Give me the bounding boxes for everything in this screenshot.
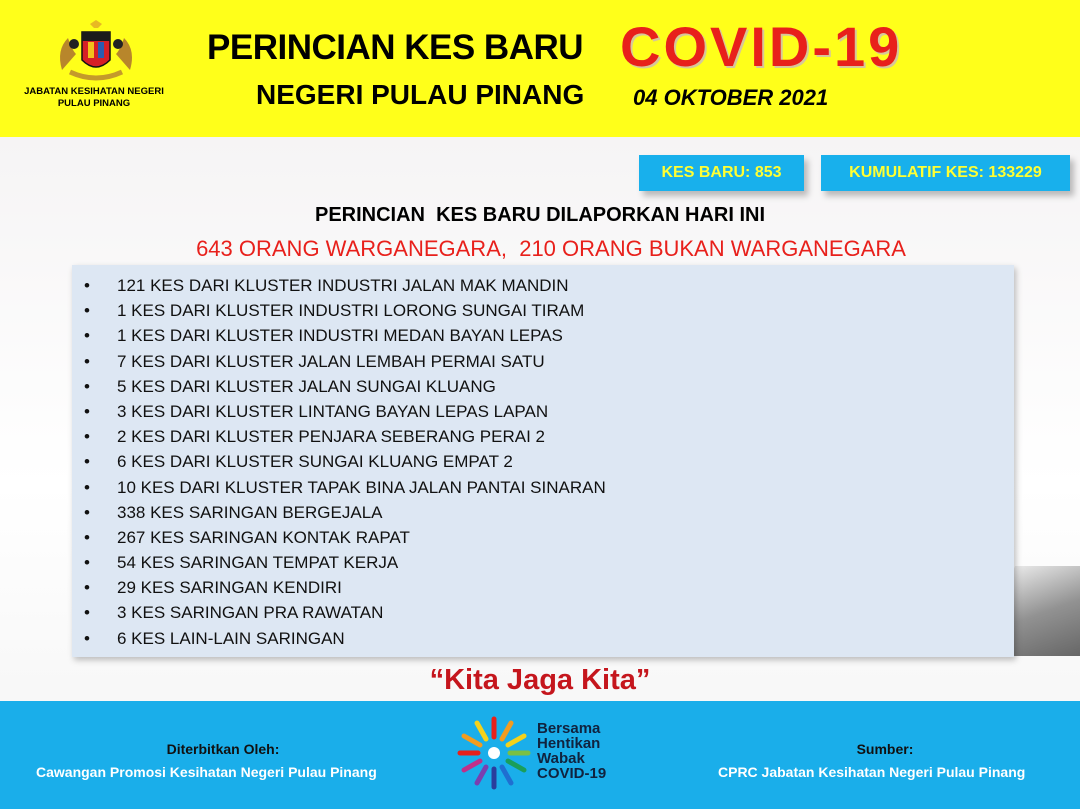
covid-title: COVID-19 <box>620 15 903 78</box>
publisher-name: Cawangan Promosi Kesihatan Negeri Pulau Pinang <box>36 764 377 780</box>
state-title: NEGERI PULAU PINANG <box>256 79 585 110</box>
list-item: • 1 KES DARI KLUSTER INDUSTRI LORONG SUNGAI TIRAM <box>72 298 1014 323</box>
list-item: • 1 KES DARI KLUSTER INDUSTRI MEDAN BAYAN LEPAS <box>72 323 1014 348</box>
cumulative-cases-badge: KUMULATIF KES: 133229 <box>821 155 1070 191</box>
page-title: PERINCIAN KES BARU <box>207 28 584 67</box>
new-cases-badge: KES BARU: 853 <box>639 155 804 191</box>
summary-breakdown: 643 ORANG WARGANEGARA, 210 ORANG BUKAN WARGANEGARA <box>196 236 906 261</box>
list-item: • 3 KES SARINGAN PRA RAWATAN <box>72 600 1014 625</box>
list-item: • 7 KES DARI KLUSTER JALAN LEMBAH PERMAI SATU <box>72 349 1014 374</box>
list-item: • 338 KES SARINGAN BERGEJALA <box>72 500 1014 525</box>
campaign-text <box>537 721 606 781</box>
list-item: • 6 KES LAIN-LAIN SARINGAN <box>72 626 1014 651</box>
footer-banner <box>0 701 1080 809</box>
department-name <box>8 86 180 110</box>
list-item: • 3 KES DARI KLUSTER LINTANG BAYAN LEPAS LAPAN <box>72 399 1014 424</box>
list-item: • 6 KES DARI KLUSTER SUNGAI KLUANG EMPAT 2 <box>72 449 1014 474</box>
department-line: JABATAN KESIHATAN NEGERI <box>24 86 164 97</box>
campaign-line: Hentikan <box>537 735 601 752</box>
department-line: PULAU PINANG <box>57 98 131 109</box>
header-banner <box>0 0 1080 137</box>
campaign-burst-icon <box>456 715 532 791</box>
list-item: • 5 KES DARI KLUSTER JALAN SUNGAI KLUANG <box>72 374 1014 399</box>
report-date: 04 OKTOBER 2021 <box>633 85 829 110</box>
list-item: • 121 KES DARI KLUSTER INDUSTRI JALAN MAK MANDIN <box>72 273 1014 298</box>
list-item: • 267 KES SARINGAN KONTAK RAPAT <box>72 525 1014 550</box>
source-label: Sumber: <box>856 741 914 757</box>
case-details-list <box>72 265 1014 657</box>
campaign-line: Bersama <box>537 720 601 737</box>
summary-heading: PERINCIAN KES BARU DILAPORKAN HARI INI <box>314 204 766 226</box>
motto: “Kita Jaga Kita” <box>429 664 651 696</box>
campaign-line: COVID-19 <box>537 765 607 782</box>
publisher-label: Diterbitkan Oleh: <box>166 741 280 757</box>
list-item: • 29 KES SARINGAN KENDIRI <box>72 575 1014 600</box>
coat-of-arms-icon <box>52 20 140 86</box>
list-item: • 10 KES DARI KLUSTER TAPAK BINA JALAN PANTAI SINARAN <box>72 475 1014 500</box>
source-name: CPRC Jabatan Kesihatan Negeri Pulau Pinang <box>718 764 1026 780</box>
list-item: • 2 KES DARI KLUSTER PENJARA SEBERANG PERAI 2 <box>72 424 1014 449</box>
campaign-line: Wabak <box>537 750 585 767</box>
list-item: • 54 KES SARINGAN TEMPAT KERJA <box>72 550 1014 575</box>
